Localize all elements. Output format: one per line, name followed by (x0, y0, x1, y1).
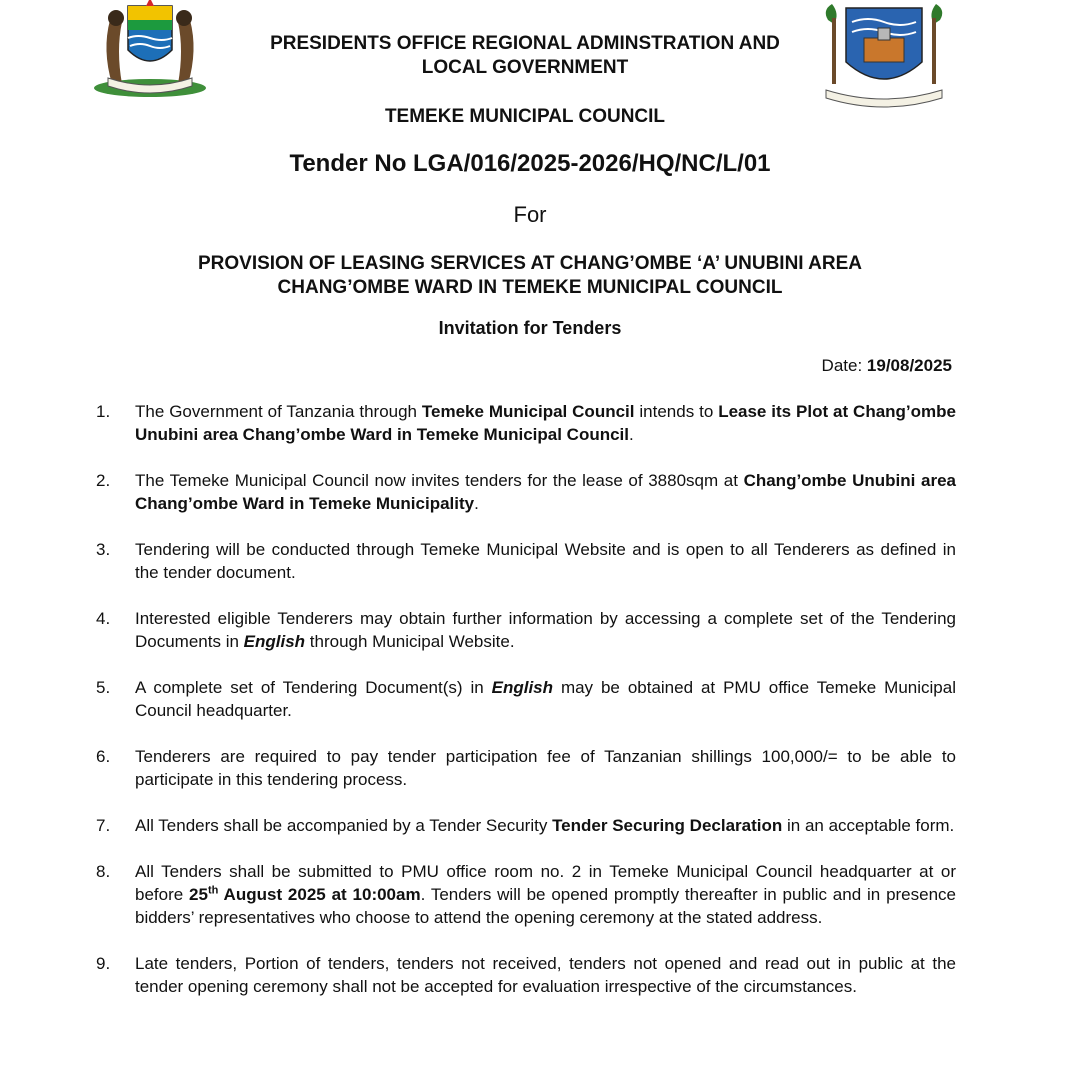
clause-number: 5. (96, 678, 111, 697)
clause-text (135, 538, 956, 584)
clause-item (96, 814, 956, 837)
clause-text-run: The Government of Tanzania through (135, 402, 422, 421)
clause-text (135, 400, 956, 446)
clause-item (96, 469, 956, 515)
clause-text-run: 25 (189, 885, 208, 904)
clause-text-run: The Temeke Municipal Council now invites tenders for the lease of 3880sqm at (135, 471, 744, 490)
clause-text-run: intends to (634, 402, 719, 421)
clause-text-run: August 2025 at 10:00am (218, 885, 421, 904)
clause-text-run: Interested eligible Tenderers may obtain further information by accessing a complete set of the Tendering Documents in (135, 609, 956, 651)
date-value: 19/08/2025 (866, 356, 952, 375)
clause-text (135, 607, 956, 653)
clause-item (96, 607, 956, 653)
clause-text-run: A complete set of Tendering Document(s) in (135, 678, 492, 697)
office-heading (200, 32, 850, 80)
clause-item (96, 952, 956, 998)
clause-text-run: through Municipal Website. (305, 632, 515, 651)
notice-date (822, 356, 952, 376)
for-label: For (513, 202, 547, 227)
clause-number: 6. (96, 747, 111, 766)
subject-line-1: PROVISION OF LEASING SERVICES AT CHANG’OMBE ‘A’ UNUBINI AREA (197, 253, 863, 274)
date-label: Date: (821, 356, 867, 375)
clause-text (135, 469, 956, 515)
tender-number: Tender No LGA/016/2025-2026/HQ/NC/L/01 (289, 150, 771, 177)
clause-text-run: Tender Securing Declaration (552, 816, 783, 835)
clause-number: 3. (96, 540, 111, 559)
clause-text-run: Tendering will be conducted through Temeke Municipal Website and is open to all Tenderers as defined in the tender document. (135, 540, 956, 582)
office-line-2: LOCAL GOVERNMENT (421, 57, 629, 78)
clause-text (135, 745, 956, 791)
clause-text-run: th (207, 884, 219, 897)
clause-text-run: All Tenders shall be submitted to PMU office room no. 2 in Temeke Municipal Council headquarter at or before (135, 862, 956, 904)
clause-text (135, 676, 956, 722)
clause-text-run: . (629, 425, 634, 444)
clause-text-run: in an acceptable form. (782, 816, 955, 835)
invitation-heading: Invitation for Tenders (438, 318, 622, 338)
office-line-1: PRESIDENTS OFFICE REGIONAL ADMINSTRATION AND (270, 33, 780, 54)
clause-item (96, 676, 956, 722)
tender-clauses-list (96, 400, 956, 1021)
clause-text (135, 860, 956, 929)
clause-item (96, 860, 956, 929)
clause-text-run: Tenderers are required to pay tender participation fee of Tanzanian shillings 100,000/= to be able to participate in this tendering process. (135, 747, 956, 789)
clause-text-run: Late tenders, Portion of tenders, tenders not received, tenders not opened and read out in public at the tender opening ceremony shall not be accepted for evaluation irrespective of the circumstances. (135, 954, 956, 996)
clause-text-run: All Tenders shall be accompanied by a Tender Security (135, 816, 553, 835)
clause-number: 4. (96, 609, 111, 628)
clause-text-run: Chang’ombe Unubini area Chang’ombe Ward in Temeke Municipality (135, 471, 956, 513)
clause-item (96, 400, 956, 446)
clause-text-run: Lease its Plot at Chang’ombe Unubini area Chang’ombe Ward in Temeke Municipal Council (135, 402, 956, 444)
clause-item (96, 745, 956, 791)
clause-number: 8. (96, 862, 111, 881)
clause-text (135, 952, 956, 998)
clause-text-run: Temeke Municipal Council (421, 402, 635, 421)
clause-text-run: English (491, 678, 554, 697)
clause-number: 1. (96, 402, 111, 421)
clause-item (96, 538, 956, 584)
clause-number: 9. (96, 954, 111, 973)
clause-text-run: English (243, 632, 306, 651)
clause-text-run: . (474, 494, 479, 513)
tender-subject (150, 252, 910, 300)
clause-number: 2. (96, 471, 111, 490)
council-heading: TEMEKE MUNICIPAL COUNCIL (384, 106, 666, 127)
clause-text (135, 814, 956, 837)
clause-number: 7. (96, 816, 111, 835)
subject-line-2: CHANG’OMBE WARD IN TEMEKE MUNICIPAL COUNCIL (277, 277, 783, 298)
tanzania-coat-of-arms-icon (88, 0, 212, 100)
clause-text-run: . Tenders will be opened promptly thereafter in public and in presence bidders’ representatives who choose to attend the opening ceremony at the stated address. (135, 885, 956, 927)
clause-text-run: may be obtained at PMU office Temeke Municipal Council headquarter. (135, 678, 956, 720)
